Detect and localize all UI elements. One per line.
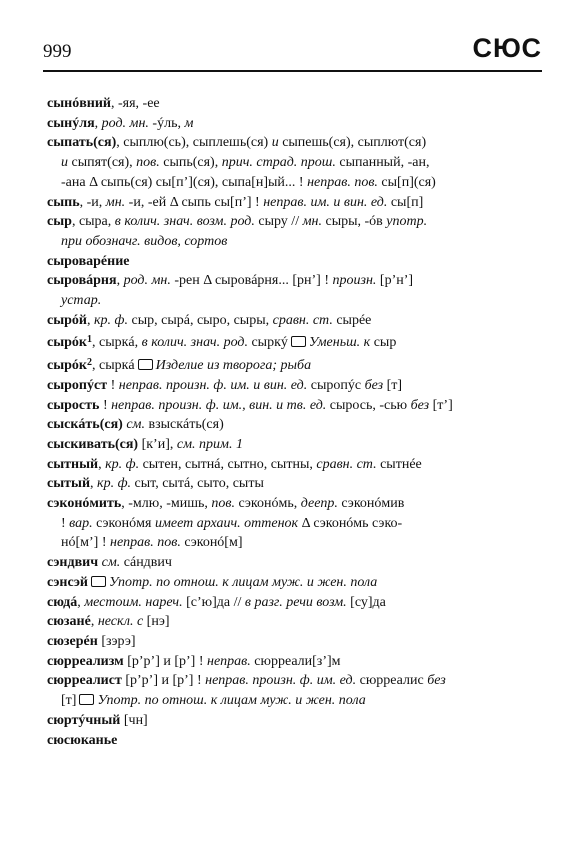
entry	[47, 330, 541, 353]
entry-text: , -и,	[79, 194, 106, 210]
running-head: СЮС	[472, 33, 542, 63]
entry-text: -ана	[61, 174, 90, 190]
entry	[47, 252, 541, 272]
entry-text: !	[61, 515, 70, 531]
grammar-label: при обозначг. видов, сортов	[61, 233, 228, 249]
page-header	[43, 33, 542, 65]
grammar-label: сравн. ст.	[272, 312, 333, 328]
box-icon	[91, 576, 106, 587]
entry-text: [т]	[383, 377, 403, 393]
entry-text: сыпь сы[пʼ] !	[177, 194, 264, 210]
grammar-label: сравн. ст.	[316, 456, 377, 472]
homonym-number: 2	[87, 357, 92, 369]
box-icon	[291, 336, 306, 347]
entry-text: сюрреалис	[356, 673, 428, 689]
grammar-label: мн.	[302, 214, 322, 230]
grammar-label: в колич. знач. возм. род.	[114, 214, 255, 230]
grammar-label: неправ. произн. ф. им. и вин. ед.	[118, 377, 308, 393]
entry-text: сыропýс	[307, 377, 365, 393]
entry	[47, 553, 541, 573]
entry	[47, 711, 541, 731]
headword: сыпь	[47, 194, 80, 210]
headword: сырость	[47, 397, 100, 413]
headword: сюрреалист	[47, 673, 122, 689]
entry-text: , сыркá	[92, 358, 135, 374]
entry-text: !	[107, 377, 119, 393]
dictionary-entries	[47, 94, 541, 750]
entry	[47, 311, 541, 331]
entry-text: сэконóмя	[92, 515, 155, 531]
entry-text: [кʼи],	[138, 436, 177, 452]
entry-text: -рен	[170, 273, 204, 289]
grammar-label: без	[427, 673, 446, 689]
grammar-label: употр.	[386, 214, 428, 230]
grammar-label: род. мн.	[123, 273, 171, 289]
entry	[47, 415, 541, 435]
headword: сырóк	[47, 335, 87, 351]
usage-note: Употр. по отнош. к лицам муж. и жен. пола	[109, 574, 378, 590]
entry	[47, 193, 541, 213]
headword: сюрреализм	[47, 653, 124, 669]
entry	[47, 353, 541, 376]
grammar-label: род. мн.	[101, 115, 149, 131]
headword: сюсюканье	[47, 732, 118, 748]
entry-text: сэконóмь сэко-	[309, 515, 403, 531]
entry-text: взыскáть(ся)	[144, 417, 224, 433]
entry	[47, 612, 541, 632]
entry-text: , -млю, -мишь,	[121, 496, 212, 512]
grammar-label: и	[61, 155, 68, 171]
entry	[47, 133, 541, 192]
headword: сыскáть(ся)	[47, 417, 123, 433]
entry-text: сытен, сытнá, сытно, сытны,	[139, 456, 317, 472]
grammar-label: кр. ф.	[94, 312, 128, 328]
triangle-icon: Δ	[89, 174, 98, 190]
grammar-label: без	[410, 397, 430, 413]
entry	[47, 455, 541, 475]
entry-text: сыр, сырá, сырo, сыры,	[128, 312, 273, 328]
usage-note: Уменьш. к	[308, 335, 371, 351]
entry	[47, 435, 541, 455]
entry	[47, 474, 541, 494]
headword: сыропýст	[47, 377, 108, 393]
entry-text: ,	[90, 476, 98, 492]
headword: сыскивать(ся)	[47, 436, 139, 452]
entry-text: -ýль,	[148, 115, 185, 131]
entry-text: [рʼрʼ] и [рʼ] !	[121, 673, 206, 689]
grammar-label: неправ. произн. ф. им., вин. и тв. ед.	[111, 397, 327, 413]
entry-text: сыру //	[254, 214, 303, 230]
grammar-label: неправ. пов.	[110, 535, 181, 551]
entry-text: сáндвич	[120, 555, 172, 571]
entry	[47, 376, 541, 396]
grammar-label: неправ. пов.	[307, 174, 378, 190]
entry-text: сыт, сытá, сыто, сыты	[131, 476, 264, 492]
grammar-label: неправ. произн. ф. им. ед.	[205, 673, 357, 689]
entry-text: сырée	[332, 312, 372, 328]
entry-text: сы[п]	[387, 194, 424, 210]
grammar-label: имеет архаич. оттенок	[154, 515, 299, 531]
headword: сытный	[47, 456, 99, 472]
entry-text: , сыркá,	[92, 335, 142, 351]
grammar-label: в разг. речи возм.	[244, 594, 347, 610]
grammar-label: кр. ф.	[105, 456, 140, 472]
grammar-label: произн.	[332, 273, 377, 289]
entry-text: ,	[87, 312, 94, 328]
entry-text: сыпанный, -ан,	[335, 155, 430, 171]
grammar-label: в колич. знач. род.	[141, 335, 248, 351]
grammar-label: см. прим. 1	[176, 436, 243, 452]
grammar-label: нескл. с	[97, 614, 144, 630]
entry	[47, 632, 541, 652]
entry-text: сытнée	[376, 456, 422, 472]
entry	[47, 212, 541, 251]
entry-text: сыпешь(ся), сыплют(ся)	[278, 135, 427, 151]
entry-text: [су]да	[346, 594, 386, 610]
entry	[47, 573, 541, 593]
entry	[47, 271, 541, 310]
headword: сынóвний	[47, 96, 111, 111]
entry	[47, 396, 541, 416]
entry-text: нó[мʼ] !	[61, 535, 110, 551]
box-icon	[79, 694, 94, 705]
entry-text: сыр	[370, 335, 397, 351]
entry-text: -и, -ей	[125, 194, 170, 210]
homonym-number: 1	[87, 334, 92, 346]
headword: сыпать(ся)	[47, 135, 117, 151]
headword: сыровáрня	[47, 273, 117, 289]
triangle-icon: Δ	[301, 515, 310, 531]
grammar-label: прич. страд. прош.	[221, 155, 336, 171]
entry-text: !	[99, 397, 112, 413]
entry-text: [рʼнʼ]	[376, 273, 414, 289]
entry-text: , -яя, -ее	[110, 96, 160, 111]
entry-text: ,	[98, 456, 106, 472]
entry-text: сы[п](ся)	[377, 174, 436, 190]
page-number: 999	[43, 41, 72, 62]
headword: сынýля	[47, 115, 95, 131]
entry-text: [зэрэ]	[97, 633, 136, 649]
headword: сюзанé	[47, 614, 91, 630]
grammar-label: пов.	[211, 496, 235, 512]
grammar-label: и	[271, 135, 279, 151]
box-icon	[138, 359, 153, 370]
entry-text: сэконóмив	[337, 496, 405, 512]
triangle-icon: Δ	[203, 273, 212, 289]
grammar-label: неправ.	[207, 653, 251, 669]
grammar-label: деепр.	[300, 496, 338, 512]
entry-text: , сыра,	[71, 214, 115, 230]
entry-text: [чн]	[120, 712, 148, 728]
headword: сюртýчный	[47, 712, 121, 728]
grammar-label: м	[184, 115, 194, 131]
entry-text: ,	[90, 614, 98, 630]
entry	[47, 731, 541, 751]
headword: сэконóмить	[47, 496, 122, 512]
grammar-label: местоим. нареч.	[84, 594, 183, 610]
grammar-label: пов.	[136, 155, 160, 171]
entry-text: сыры, -óв	[321, 214, 387, 230]
entry	[47, 94, 541, 114]
entry	[47, 652, 541, 672]
entry-text: сюрреали[зʼ]м	[250, 653, 341, 669]
entry	[47, 593, 541, 613]
grammar-label: кр. ф.	[97, 476, 132, 492]
headword: сырóй	[47, 312, 87, 328]
entry-text: сыркý	[247, 335, 288, 351]
entry-text: сыпят(ся),	[68, 155, 137, 171]
entry	[47, 671, 541, 710]
entry-text: ,	[116, 273, 124, 289]
entry	[47, 114, 541, 134]
headword: сэнсэй	[47, 574, 89, 590]
entry-text: [т]	[61, 693, 77, 709]
entry-text: ,	[77, 594, 85, 610]
entry-text: сыровáрня... [рнʼ] !	[211, 273, 333, 289]
entry-text: [нэ]	[143, 614, 170, 630]
entry-text: сэконóмь,	[235, 496, 301, 512]
headword: сырóк	[47, 358, 87, 374]
entry-text: [рʼрʼ] и [рʼ] !	[123, 653, 208, 669]
usage-note: Употр. по отнош. к лицам муж. и жен. пола	[97, 693, 366, 709]
entry-text: ,	[94, 115, 102, 131]
entry-text: сырось, -сью	[326, 397, 411, 413]
grammar-label: вар.	[69, 515, 93, 531]
grammar-label: без	[364, 377, 384, 393]
headword: сэндвич	[47, 555, 99, 571]
grammar-label: см.	[101, 555, 121, 571]
header-rule	[43, 70, 542, 72]
entry-text: [сʼю]да //	[182, 594, 245, 610]
entry-text: [тʼ]	[429, 397, 453, 413]
grammar-label: неправ. им. и вин. ед.	[263, 194, 388, 210]
grammar-label: устар.	[61, 293, 102, 309]
entry	[47, 494, 541, 553]
grammar-label: мн.	[105, 194, 126, 210]
grammar-label: см.	[126, 417, 145, 433]
entry-text: сэконó[м]	[180, 535, 243, 551]
headword: сыр	[47, 214, 72, 230]
triangle-icon: Δ	[169, 194, 178, 210]
usage-note: Изделие из творога; рыба	[155, 358, 312, 374]
entry-text: сыпь(ся) сы[пʼ](ся), сыпа[н]ый... !	[97, 174, 308, 190]
headword: сытый	[47, 476, 91, 492]
headword: сюдá	[47, 594, 78, 610]
entry-text: сыпь(ся),	[159, 155, 222, 171]
entry-text: , сыплю(сь), сыплешь(ся)	[116, 135, 272, 151]
headword: сюзерéн	[47, 633, 98, 649]
headword: сыроварéние	[47, 253, 130, 269]
